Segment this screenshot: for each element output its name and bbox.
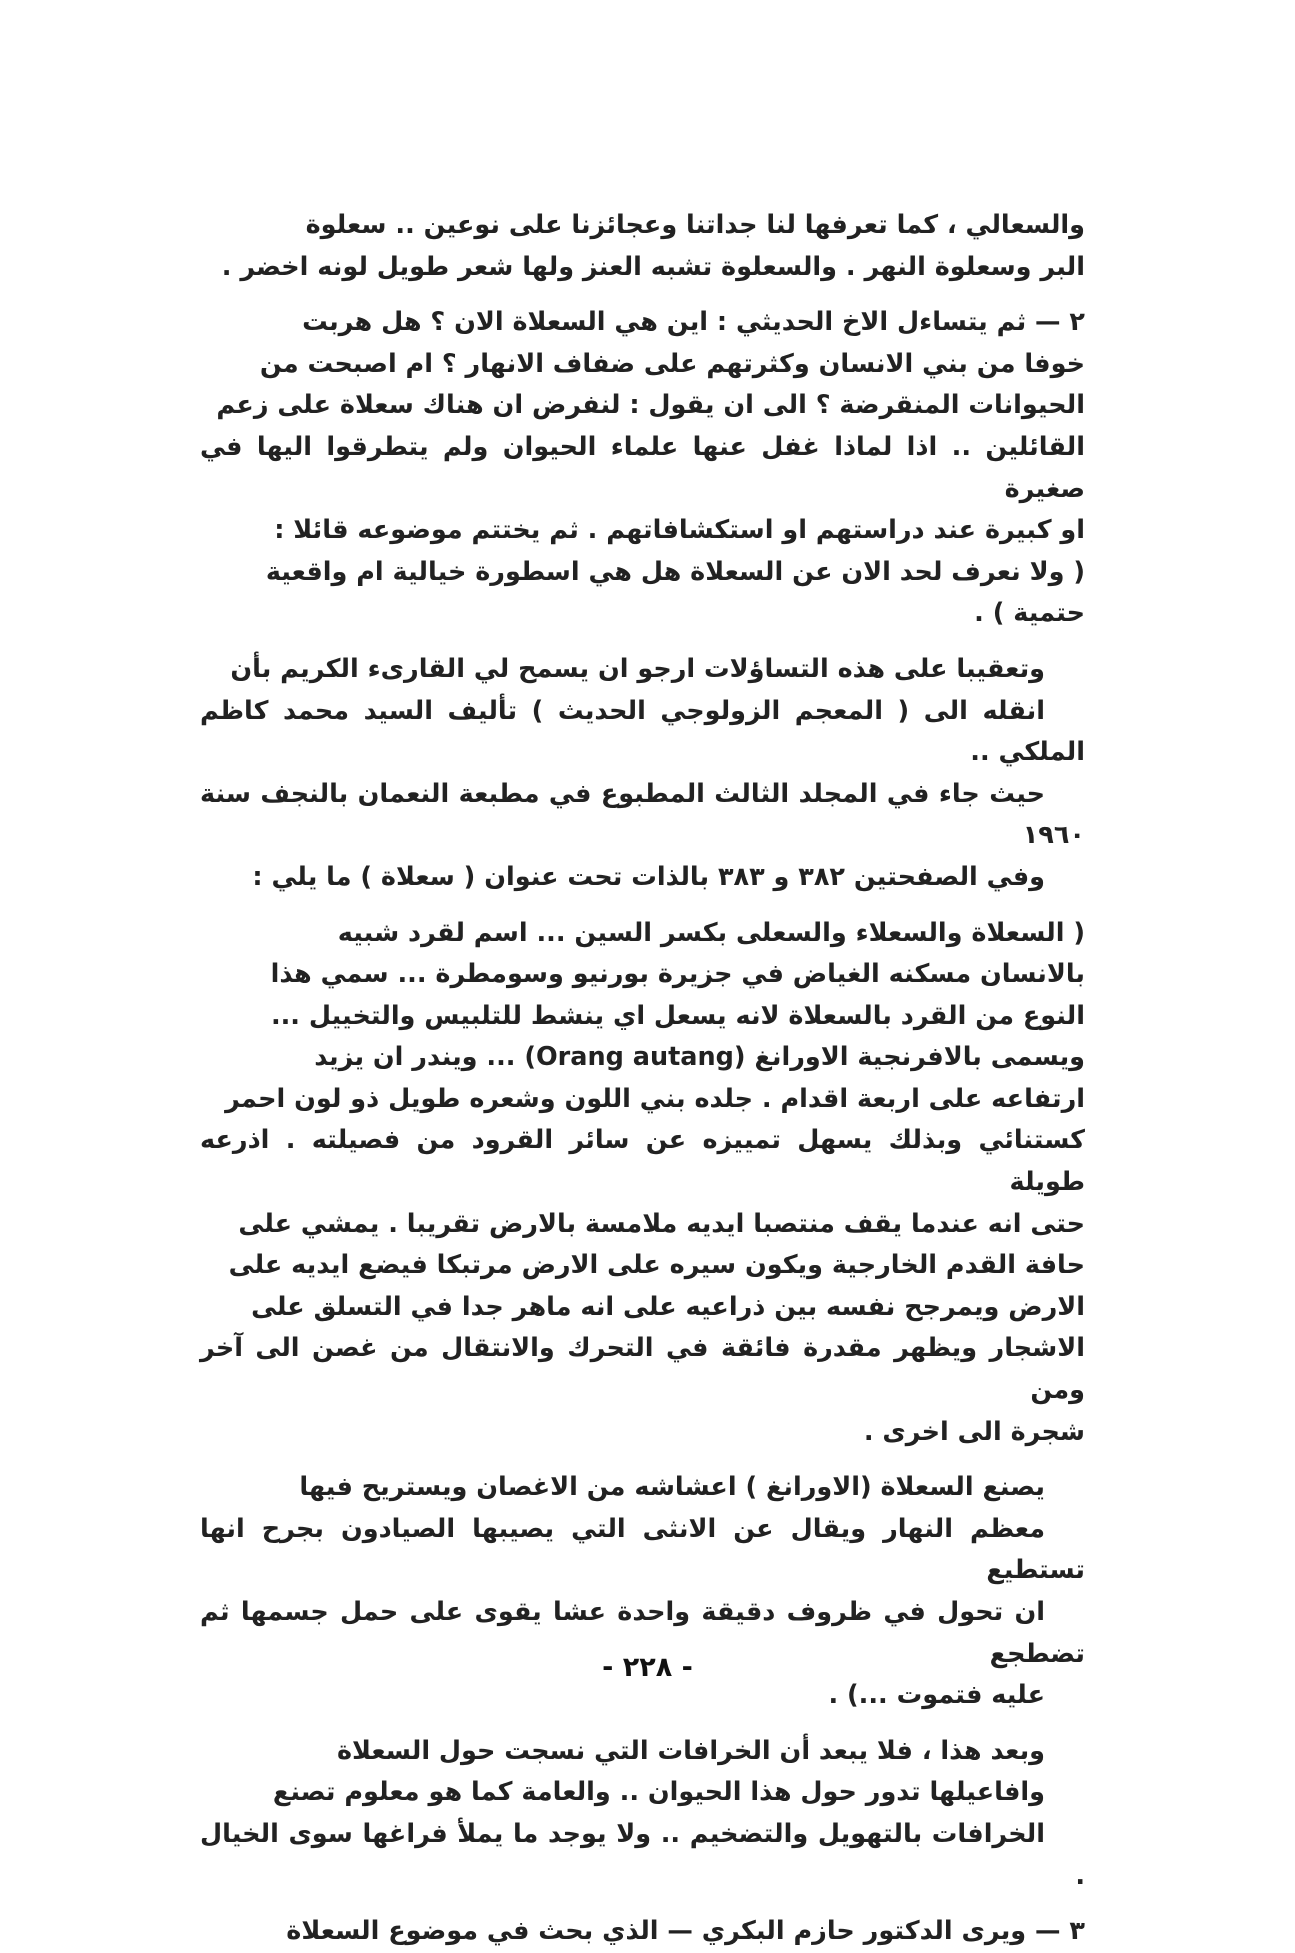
paragraph-4-quote — [200, 913, 1085, 1454]
text-line: الخرافات بالتهويل والتضخيم .. ولا يوجد ما يملأ فراغها سوى الخيال . — [200, 1818, 1085, 1891]
text-line: يصنع السعلاة (الاورانغ ) اعشاشه من الاغصان ويستريح فيها — [299, 1472, 1045, 1503]
text-line: ٣ — ويرى الدكتور حازم البكري — الذي بحث في موضوع السعلاة — [286, 1916, 1085, 1947]
text-line: شجرة الى اخرى . — [863, 1416, 1085, 1447]
text-line: ارتفاعه على اربعة اقدام . جلده بني اللون وشعره طويل ذو لون احمر — [225, 1083, 1085, 1114]
page-number: - ٢٢٨ - — [602, 1652, 693, 1683]
paragraph-7 — [200, 1911, 1085, 1953]
text-line: خوفا من بني الانسان وكثرتهم على ضفاف الانهار ؟ ام اصبحت من — [259, 348, 1085, 379]
text-line: الحيوانات المنقرضة ؟ الى ان يقول : لنفرض ان هناك سعلاة على زعم — [216, 390, 1085, 421]
text-line: ويسمى بالافرنجية الاورانغ (Orang autang) ... ويندر ان يزيد — [314, 1042, 1085, 1073]
text-line: الارض ويمرجح نفسه بين ذراعيه على انه ماهر جدا في التسلق على — [251, 1291, 1085, 1322]
paragraph-3 — [200, 649, 1085, 899]
text-line: وبعد هذا ، فلا يبعد أن الخرافات التي نسجت حول السعلاة — [336, 1735, 1045, 1766]
text-line: ان تحول في ظروف دقيقة واحدة عشا يقوى على حمل جسمها ثم تضطجع — [200, 1597, 1085, 1669]
text-line: ( ولا نعرف لحد الان عن السعلاة هل هي اسطورة خيالية ام واقعية — [265, 556, 1085, 587]
paragraph-6 — [200, 1731, 1085, 1897]
text-line: معظم النهار ويقال عن الانثى التي يصيبها الصيادون بجرح انها تستطيع — [200, 1513, 1085, 1586]
text-line: البر وسعلوة النهر . والسعلوة تشبه العنز ولها شعر طويل لونه اخضر . — [221, 251, 1085, 282]
page-body — [200, 205, 1085, 1953]
text-line: وفي الصفحتين ٣٨٢ و ٣٨٣ بالذات تحت عنوان ( سعلاة ) ما يلي : — [252, 861, 1045, 892]
text-line: حتمية ) . — [974, 598, 1085, 629]
text-line: والسعالي ، كما تعرفها لنا جداتنا وعجائزنا على نوعين .. سعلوة — [305, 210, 1085, 240]
paragraph-2 — [200, 302, 1085, 635]
text-line: عليه فتموت ...) . — [828, 1680, 1045, 1711]
text-line: كستنائي وبذلك يسهل تمييزه عن سائر القرود من فصيلته . اذرعه طويلة — [200, 1125, 1085, 1198]
text-line: حتى انه عندما يقف منتصبا ايديه ملامسة بالارض تقريبا . يمشي على — [238, 1208, 1085, 1239]
text-line: وتعقيبا على هذه التساؤلات ارجو ان يسمح لي القارىء الكريم بأن — [230, 653, 1045, 684]
text-line: او كبيرة عند دراستهم او استكشافاتهم . ثم يختتم موضوعه قائلا : — [274, 515, 1085, 546]
text-line: الاشجار ويظهر مقدرة فائقة في التحرك والانتقال من غصن الى آخر ومن — [200, 1333, 1085, 1406]
text-line: انقله الى ( المعجم الزولوجي الحديث ) تأليف السيد محمد كاظم الملكي .. — [200, 695, 1085, 768]
paragraph-1 — [200, 205, 1085, 288]
text-line: ( السعلاة والسعلاء والسعلى بكسر السين ... اسم لقرد شبيه — [337, 917, 1085, 948]
text-line: حيث جاء في المجلد الثالث المطبوع في مطبعة النعمان بالنجف سنة ١٩٦٠ — [200, 778, 1085, 851]
text-line: بالانسان مسكنه الغياض في جزيرة بورنيو وسومطرة ... سمي هذا — [270, 959, 1085, 990]
text-line: ٢ — ثم يتساءل الاخ الحديثي : اين هي السعلاة الان ؟ هل هربت — [302, 307, 1085, 338]
text-line: القائلين .. اذا لماذا غفل عنها علماء الحيوان ولم يتطرقوا اليها في صغيرة — [200, 431, 1085, 504]
text-line: حافة القدم الخارجية ويكون سيره على الارض مرتبكا فيضع ايديه على — [228, 1250, 1085, 1281]
text-line: وافاعيلها تدور حول هذا الحيوان .. والعامة كما هو معلوم تصنع — [272, 1777, 1045, 1808]
text-line: النوع من القرد بالسعلاة لانه يسعل اي ينشط للتلبيس والتخييل ... — [270, 1000, 1085, 1031]
